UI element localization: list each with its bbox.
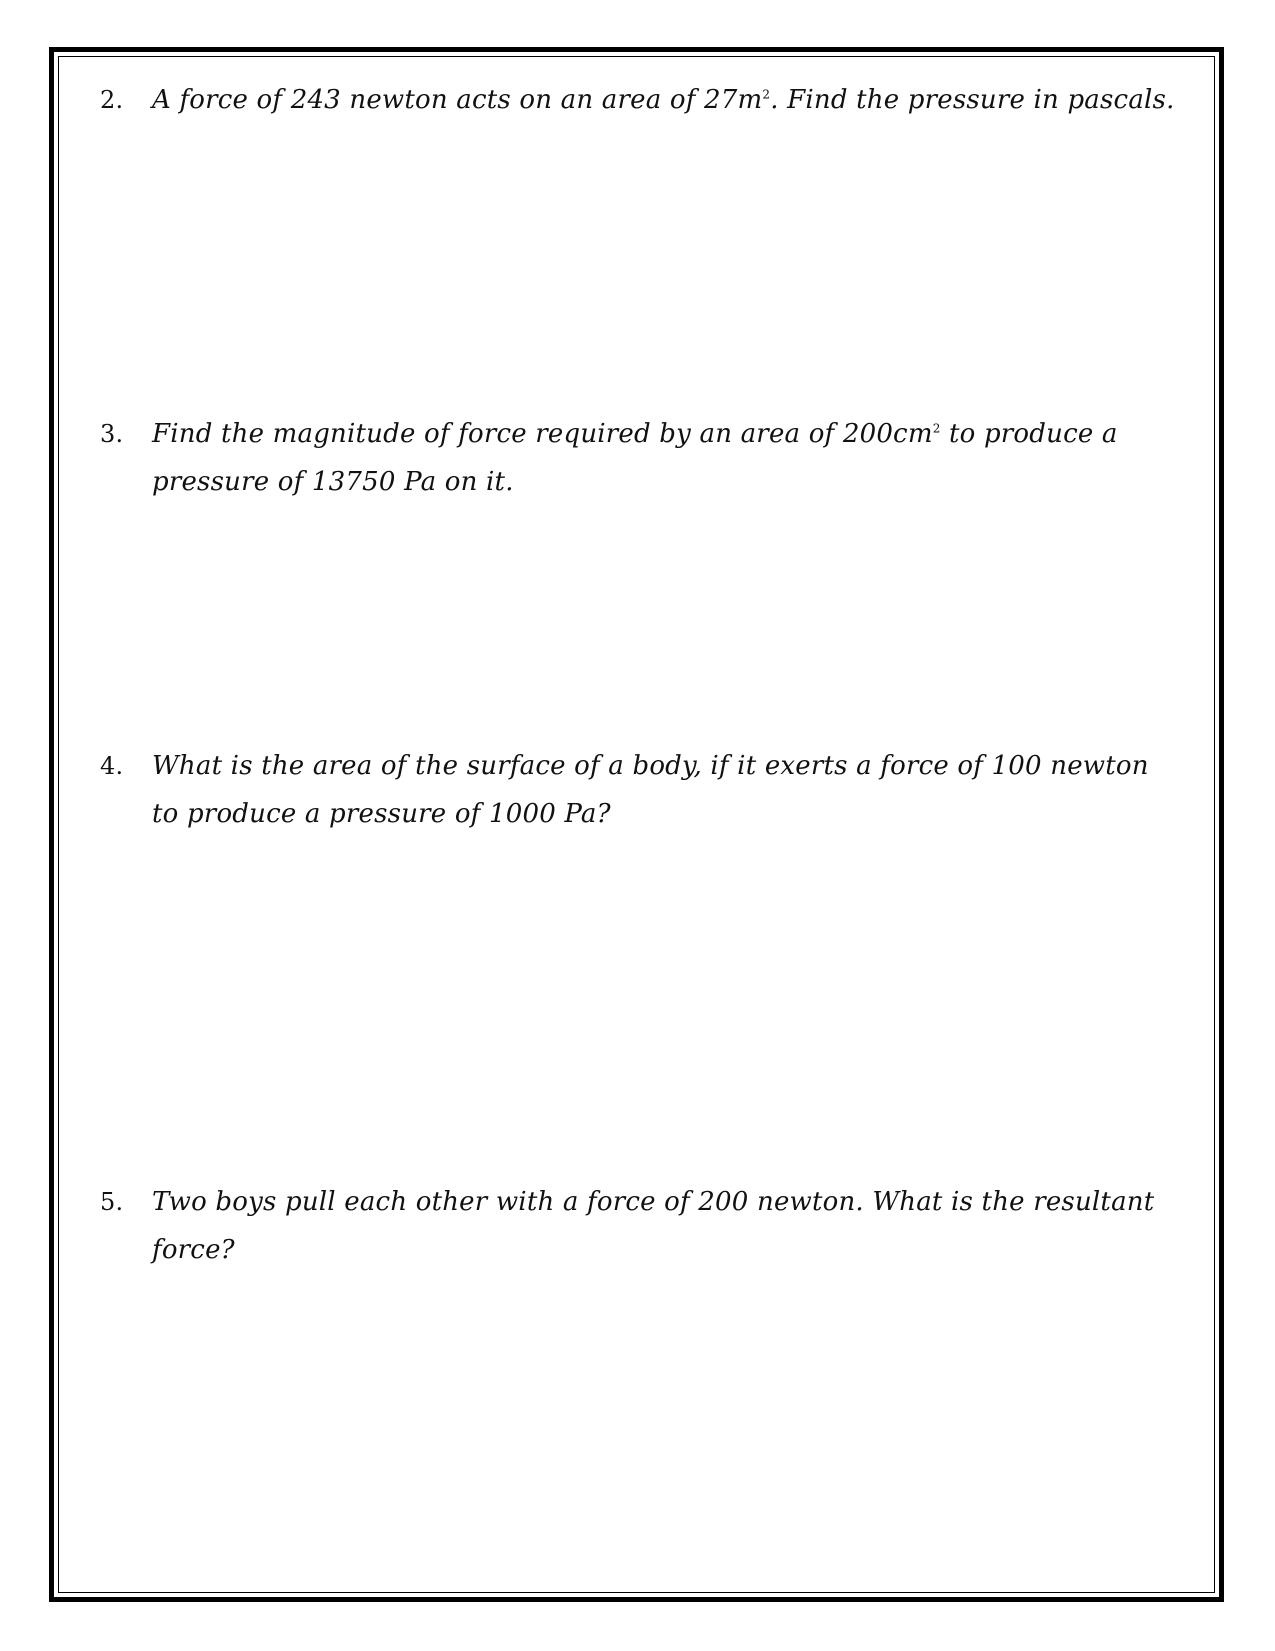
question-number: 4. xyxy=(100,752,124,780)
question-number: 5. xyxy=(100,1188,124,1216)
question-text xyxy=(152,1178,1180,1274)
question-text-main: Find the magnitude of force required by an area of 200cm xyxy=(152,419,933,449)
question-5 xyxy=(100,1178,1180,1274)
question-2 xyxy=(100,76,1180,124)
question-text xyxy=(152,410,1180,506)
question-text-main: What is the area of the surface of a body, if it exerts a force of 100 newton to produce a pressure of 1000 Pa? xyxy=(152,751,1149,829)
exponent: 2 xyxy=(932,421,941,436)
question-text xyxy=(152,742,1180,838)
question-number: 2. xyxy=(100,86,124,114)
question-text-tail: to produce a pressure of 13750 Pa on it. xyxy=(152,419,1118,497)
question-text xyxy=(152,76,1180,124)
question-4 xyxy=(100,742,1180,838)
question-number: 3. xyxy=(100,420,124,448)
exponent: 2 xyxy=(762,87,771,102)
question-3 xyxy=(100,410,1180,506)
question-text-main: Two boys pull each other with a force of 200 newton. What is the resultant force? xyxy=(152,1187,1155,1265)
question-text-tail: . Find the pressure in pascals. xyxy=(770,85,1175,115)
question-text-main: A force of 243 newton acts on an area of 27m xyxy=(152,85,763,115)
